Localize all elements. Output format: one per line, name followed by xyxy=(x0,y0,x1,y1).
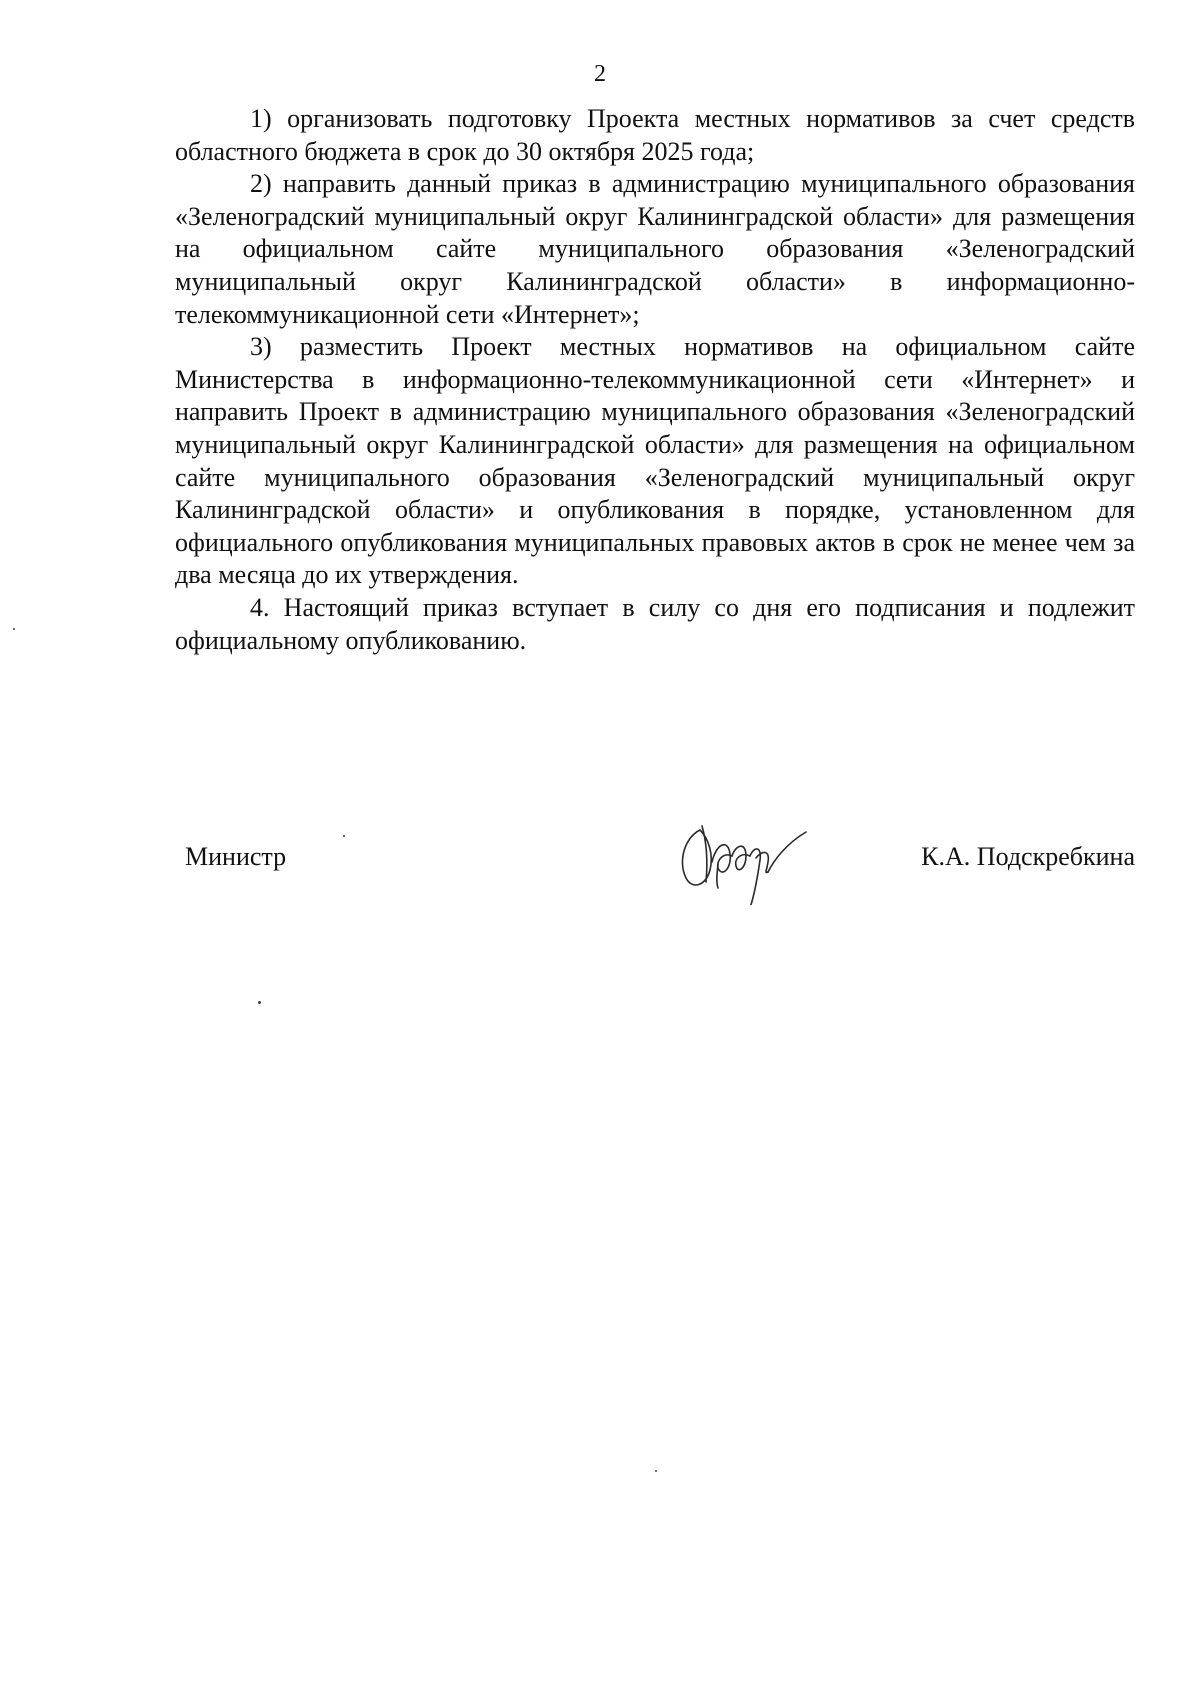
scan-speck xyxy=(258,1001,261,1004)
scan-speck xyxy=(343,835,345,837)
page-number: 2 xyxy=(594,61,606,87)
position-title: Министр xyxy=(185,842,287,871)
paragraph-item-2: 2) направить данный приказ в администрацию муниципального образования «Зеленоградский муниципальный округ Калининградской области» для размещения на официальном сайте муниципального образования «Зеленоградский муниципальный округ Калининградской области» в информационно-телекоммуникационной сети «Интернет»; xyxy=(175,169,1135,329)
signature-block xyxy=(175,840,1135,874)
handwritten-signature-icon xyxy=(672,800,822,905)
paragraph-item-3: 3) разместить Проект местных нормативов на официальном сайте Министерства в информационно-телекоммуникационной сети «Интернет» и направить Проект в администрацию муниципального образования «Зеленоградский муниципальный округ Калининградской области» для размещения на официальном сайте муниципального образования «Зеленоградский муниципальный округ Калининградской области» и опубликования в порядке, установленном для официального опубликования муниципальных правовых актов в срок не менее чем за два месяца до их утверждения. xyxy=(175,332,1135,590)
signatory-name: К.А. Подскребкина xyxy=(921,842,1135,871)
document-body xyxy=(175,103,1135,657)
scan-speck xyxy=(13,628,15,630)
paragraph-clause-4: 4. Настоящий приказ вступает в силу со дня его подписания и подлежит официальному опубликованию. xyxy=(175,592,1135,655)
scan-speck xyxy=(655,1470,657,1472)
paragraph-item-1: 1) организовать подготовку Проекта местных нормативов за счет средств областного бюджета в срок до 30 октября 2025 года; xyxy=(175,104,1135,166)
